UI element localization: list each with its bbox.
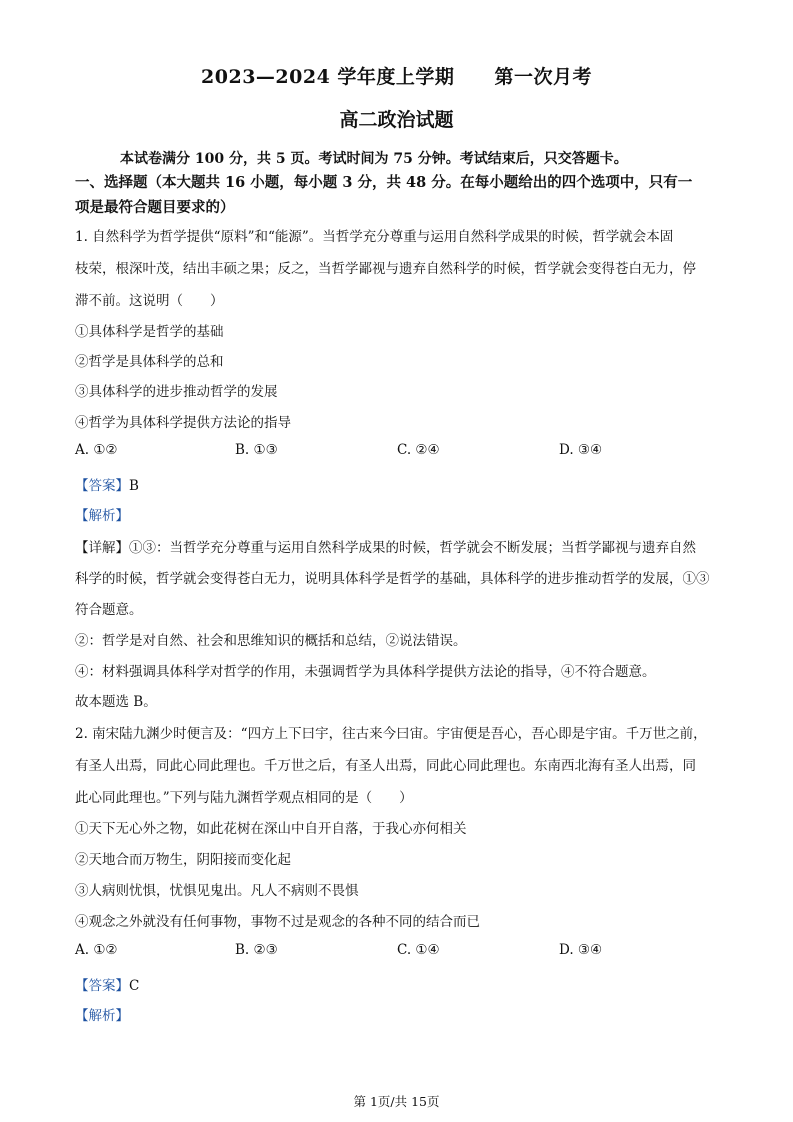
q1-statement: ③具体科学的进步推动哲学的发展: [75, 384, 278, 400]
answer-label: 【答案】: [75, 978, 129, 994]
page-number: 第 1页/共 15页: [353, 1094, 440, 1109]
q1-option-d: D. ③④: [559, 442, 603, 458]
q1-option-a: A. ①②: [75, 442, 118, 458]
q1-statement: ①具体科学是哲学的基础: [75, 324, 224, 340]
q2-statement: ④观念之外就没有任何事物，事物不过是观念的各种不同的结合而已: [75, 914, 480, 930]
exam-subtitle: 高二政治试题: [339, 109, 454, 131]
q1-detail-line: 故本题选 B。: [75, 694, 157, 710]
q1-analysis-label: 【解析】: [75, 508, 129, 524]
answer-value: C: [129, 978, 140, 994]
q2-statement: ①天下无心外之物，如此花树在深山中自开自落，于我心亦何相关: [75, 821, 467, 837]
q2-statement: ②天地合而万物生，阴阳接而变化起: [75, 852, 291, 868]
q2-stem-line: 此心同此理也。”下列与陆九渊哲学观点相同的是（ ）: [75, 790, 413, 806]
q2-option-d: D. ③④: [559, 942, 603, 958]
answer-value: B: [129, 478, 139, 494]
q1-detail-line: ②：哲学是对自然、社会和思维知识的概括和总结，②说法错误。: [75, 633, 467, 649]
q1-stem-line: 枝荣，根深叶茂，结出丰硕之果；反之，当哲学鄙视与遗弃自然科学的时候，哲学就会变得苍白无力，停: [75, 261, 696, 277]
q1-answer: [75, 474, 139, 494]
q2-stem-line: 2. 南宋陆九渊少时便言及：“四方上下曰宇，往古来今曰宙。宇宙便是吾心，吾心即是宇宙。千万世之前，: [75, 726, 707, 742]
q1-stem-line: 滞不前。这说明（ ）: [75, 293, 224, 309]
q2-stem-line: 有圣人出焉，同此心同此理也。千万世之后，有圣人出焉，同此心同此理也。东南西北海有圣人出焉，同: [75, 758, 696, 774]
q1-statement: ④哲学为具体科学提供方法论的指导: [75, 415, 291, 431]
section-heading-line: 一、选择题（本大题共 16 小题，每小题 3 分，共 48 分。在每小题给出的四个选项中，只有一: [75, 174, 693, 191]
q1-option-b: B. ①③: [235, 442, 278, 458]
q2-options: [75, 942, 715, 962]
q2-option-b: B. ②③: [235, 942, 278, 958]
answer-label: 【答案】: [75, 478, 129, 494]
section-heading: [75, 170, 735, 220]
exam-title: [0, 62, 793, 89]
exam-title-term: 2023—2024 学年度上学期: [201, 66, 455, 88]
exam-instructions: 本试卷满分 100 分，共 5 页。考试时间为 75 分钟。考试结束后，只交答题卡。: [120, 151, 628, 167]
q1-detail-line: [75, 536, 696, 556]
q1-option-c: C. ②④: [397, 442, 440, 458]
q2-answer: [75, 974, 139, 994]
q1-detail-line: 符合题意。: [75, 602, 143, 618]
detail-label: 【详解】: [75, 540, 129, 556]
exam-title-name: 第一次月考: [494, 66, 592, 88]
q1-statement: ②哲学是具体科学的总和: [75, 354, 224, 370]
q1-detail-line: 科学的时候，哲学就会变得苍白无力，说明具体科学是哲学的基础，具体科学的进步推动哲学的发展，①③: [75, 571, 710, 587]
q2-statement: ③人病则忧惧，忧惧见鬼出。凡人不病则不畏惧: [75, 883, 359, 899]
q2-option-a: A. ①②: [75, 942, 118, 958]
q1-detail-line: ④：材料强调具体科学对哲学的作用，未强调哲学为具体科学提供方法论的指导，④不符合题意。: [75, 664, 656, 680]
q2-option-c: C. ①④: [397, 942, 440, 958]
q1-options: [75, 442, 715, 462]
detail-text: ①③：当哲学充分尊重与运用自然科学成果的时候，哲学就会不断发展；当哲学鄙视与遗弃自然: [129, 540, 696, 556]
section-heading-line: 项是最符合题目要求的）: [75, 199, 235, 216]
q1-stem-line: 1. 自然科学为哲学提供“原料”和“能源”。当哲学充分尊重与运用自然科学成果的时候，哲学就会本固: [75, 229, 674, 245]
q2-analysis-label: 【解析】: [75, 1008, 129, 1024]
